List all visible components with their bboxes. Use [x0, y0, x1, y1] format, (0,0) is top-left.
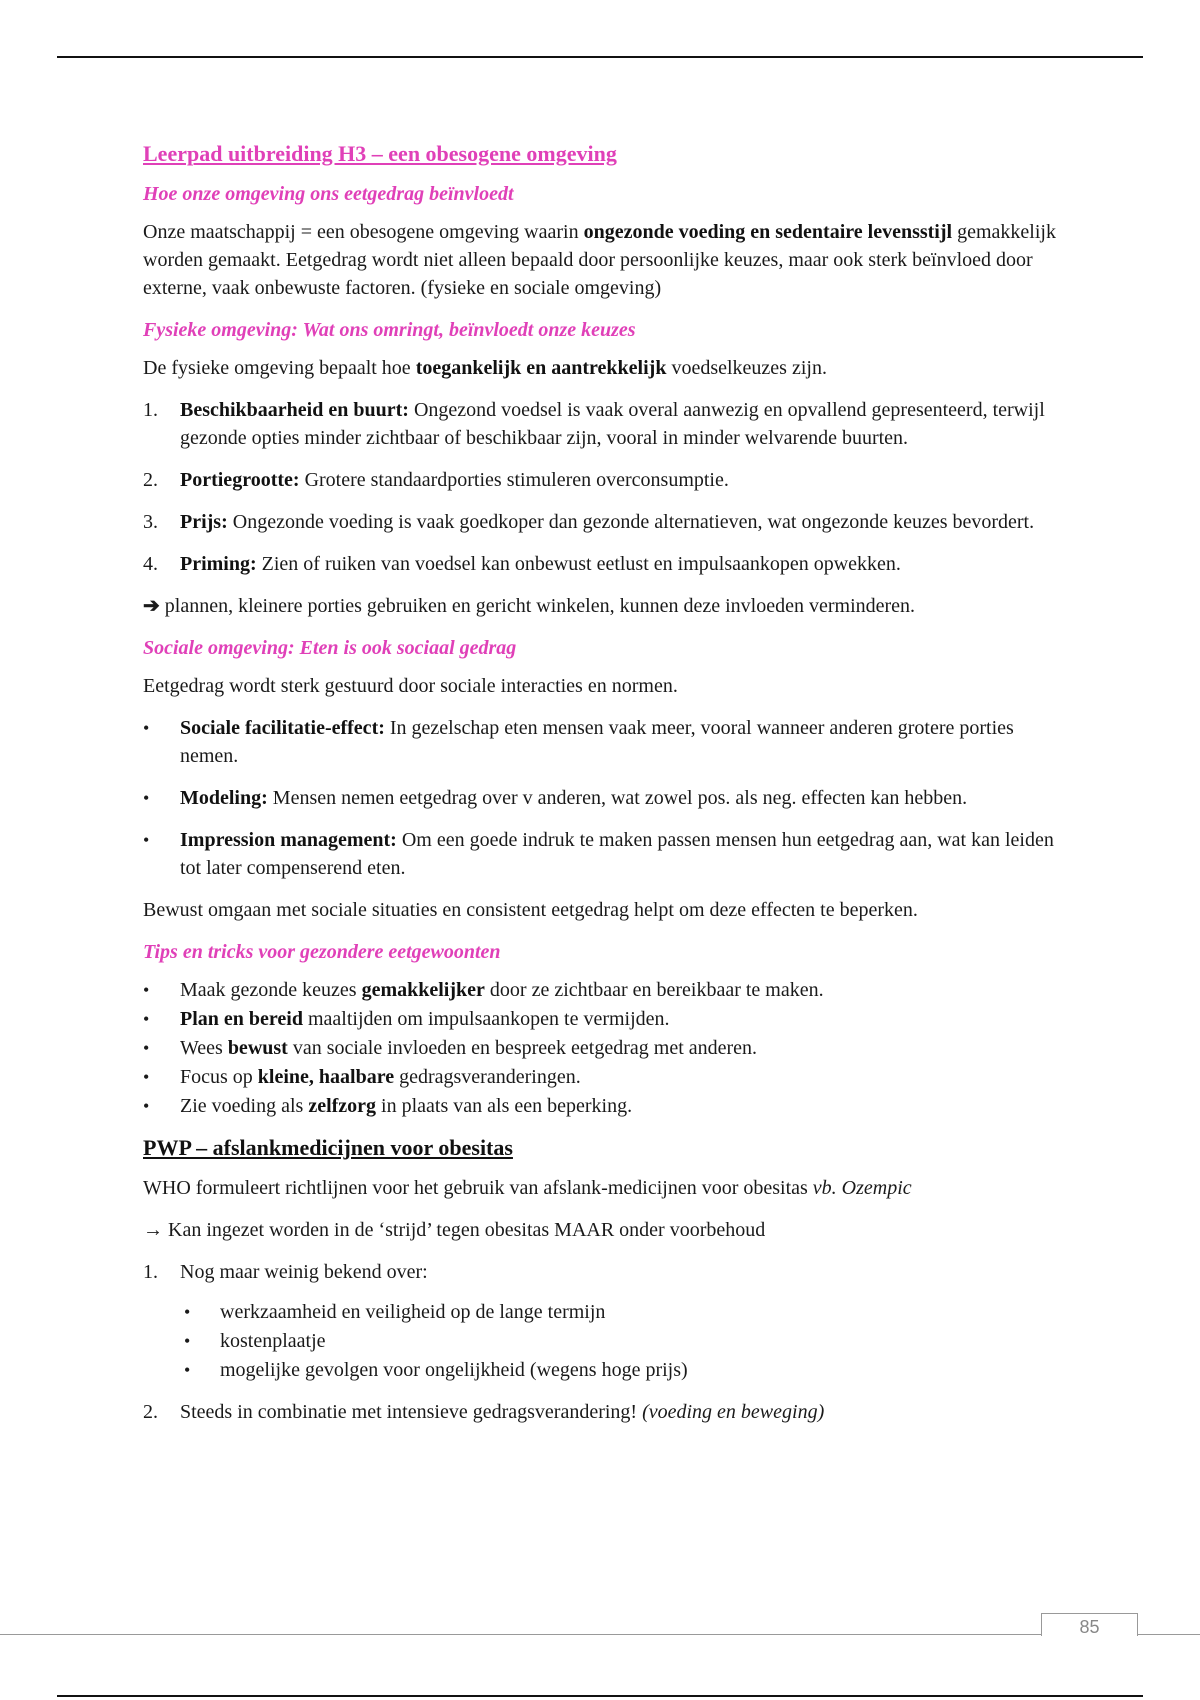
bullet-icon: • [143, 718, 150, 738]
list-item: • Impression management: Om een goede indruk te maken passen mensen hun eetgedrag aan, wat kan leiden tot later compenserend eten. [143, 826, 1063, 882]
section-heading-tips: Tips en tricks voor gezondere eetgewoonten [143, 941, 501, 963]
list-item: • Maak gezonde keuzes gemakkelijker door ze zichtbaar en bereikbaar te maken. [143, 976, 1063, 1004]
list-item: • werkzaamheid en veiligheid op de lange termijn [180, 1298, 1063, 1326]
pwp-list [143, 1258, 1063, 1426]
section-heading-physical: Fysieke omgeving: Wat ons omringt, beïnvloedt onze keuzes [143, 319, 636, 341]
list-item: • Modeling: Mensen nemen eetgedrag over v anderen, wat zowel pos. als neg. effecten kan hebben. [143, 784, 1063, 812]
header-rule [57, 56, 1143, 58]
physical-conclusion: ➔ plannen, kleinere porties gebruiken en gericht winkelen, kunnen deze invloeden verminderen. [143, 595, 916, 617]
section-heading-social: Sociale omgeving: Eten is ook sociaal gedrag [143, 637, 517, 659]
social-conclusion: Bewust omgaan met sociale situaties en consistent eetgedrag helpt om deze effecten te beperken. [143, 899, 918, 921]
list-item: • Focus op kleine, haalbare gedragsveranderingen. [143, 1063, 1063, 1091]
list-item: 3. Prijs: Ongezonde voeding is vaak goedkoper dan gezonde alternatieven, wat ongezonde keuzes bevordert. [143, 511, 1035, 533]
list-item: 1. Beschikbaarheid en buurt: Ongezond voedsel is vaak overal aanwezig en opvallend gepresenteerd, terwijl gezonde opties minder zichtbaar of beschikbaar zijn, vooral in minder welvarende buurten. [143, 399, 1045, 449]
list-item: 4. Priming: Zien of ruiken van voedsel kan onbewust eetlust en impulsaankopen opwekken. [143, 553, 901, 575]
section-heading-environment: Hoe onze omgeving ons eetgedrag beïnvloedt [143, 183, 514, 205]
bullet-icon: • [184, 1302, 191, 1322]
list-item: • Zie voeding als zelfzorg in plaats van als een beperking. [143, 1092, 1063, 1120]
social-intro: Eetgedrag wordt sterk gestuurd door sociale interacties en normen. [143, 675, 678, 697]
pwp-intro: WHO formuleert richtlijnen voor het gebruik van afslank-medicijnen voor obesitas vb. Ozempic [143, 1177, 912, 1199]
physical-factors-list [143, 396, 1063, 578]
footer-rule [0, 1634, 1042, 1635]
page-content [143, 140, 1063, 1440]
bullet-icon: • [143, 1009, 150, 1029]
footer-rule [1136, 1634, 1200, 1635]
page-number: 85 [1041, 1613, 1138, 1636]
list-item: • Sociale facilitatie-effect: In gezelschap eten mensen vaak meer, vooral wanneer anderen grotere porties nemen. [143, 714, 1063, 770]
bullet-icon: • [143, 1038, 150, 1058]
list-item: • mogelijke gevolgen voor ongelijkheid (wegens hoge prijs) [180, 1356, 1063, 1384]
bullet-icon: • [143, 980, 150, 1000]
arrow-icon: ➔ [143, 595, 160, 617]
bottom-rule [57, 1695, 1143, 1697]
list-item: • kostenplaatje [180, 1327, 1063, 1355]
intro-paragraph: Onze maatschappij = een obesogene omgeving waarin ongezonde voeding en sedentaire levensstijl gemakkelijk worden gemaakt. Eetgedrag wordt niet alleen bepaald door persoonlijke keuzes, maar ook sterk beïnvloed door externe, vaak onbewuste factoren. (fysieke en sociale omgeving) [143, 221, 1056, 299]
bullet-icon: • [143, 1096, 150, 1116]
pwp-sub-list [180, 1298, 1063, 1384]
list-item: 2. Portiegrootte: Grotere standaardporties stimuleren overconsumptie. [143, 469, 729, 491]
list-item: 1. Nog maar weinig bekend over: • werkzaamheid en veiligheid op de lange termijn • kostenplaatje • mogelijke gevolgen voor ongelijkheid (wegens hoge prijs) [143, 1258, 1063, 1384]
pwp-heading: PWP – afslankmedicijnen voor obesitas [143, 1135, 513, 1160]
bullet-icon: • [143, 830, 150, 850]
bullet-icon: • [143, 788, 150, 808]
bullet-icon: • [184, 1360, 191, 1380]
bullet-icon: • [184, 1331, 191, 1351]
tips-list [143, 976, 1063, 1120]
bullet-icon: • [143, 1067, 150, 1087]
list-item: • Wees bewust van sociale invloeden en bespreek eetgedrag met anderen. [143, 1034, 1063, 1062]
physical-intro: De fysieke omgeving bepaalt hoe toegankelijk en aantrekkelijk voedselkeuzes zijn. [143, 357, 827, 379]
page-title: Leerpad uitbreiding H3 – een obesogene omgeving [143, 141, 617, 166]
social-factors-list [143, 714, 1063, 882]
list-item: • Plan en bereid maaltijden om impulsaankopen te vermijden. [143, 1005, 1063, 1033]
pwp-arrow-line: → Kan ingezet worden in de ‘strijd’ tegen obesitas MAAR onder voorbehoud [143, 1219, 766, 1241]
list-item: 2. Steeds in combinatie met intensieve gedragsverandering! (voeding en beweging) [143, 1401, 825, 1423]
